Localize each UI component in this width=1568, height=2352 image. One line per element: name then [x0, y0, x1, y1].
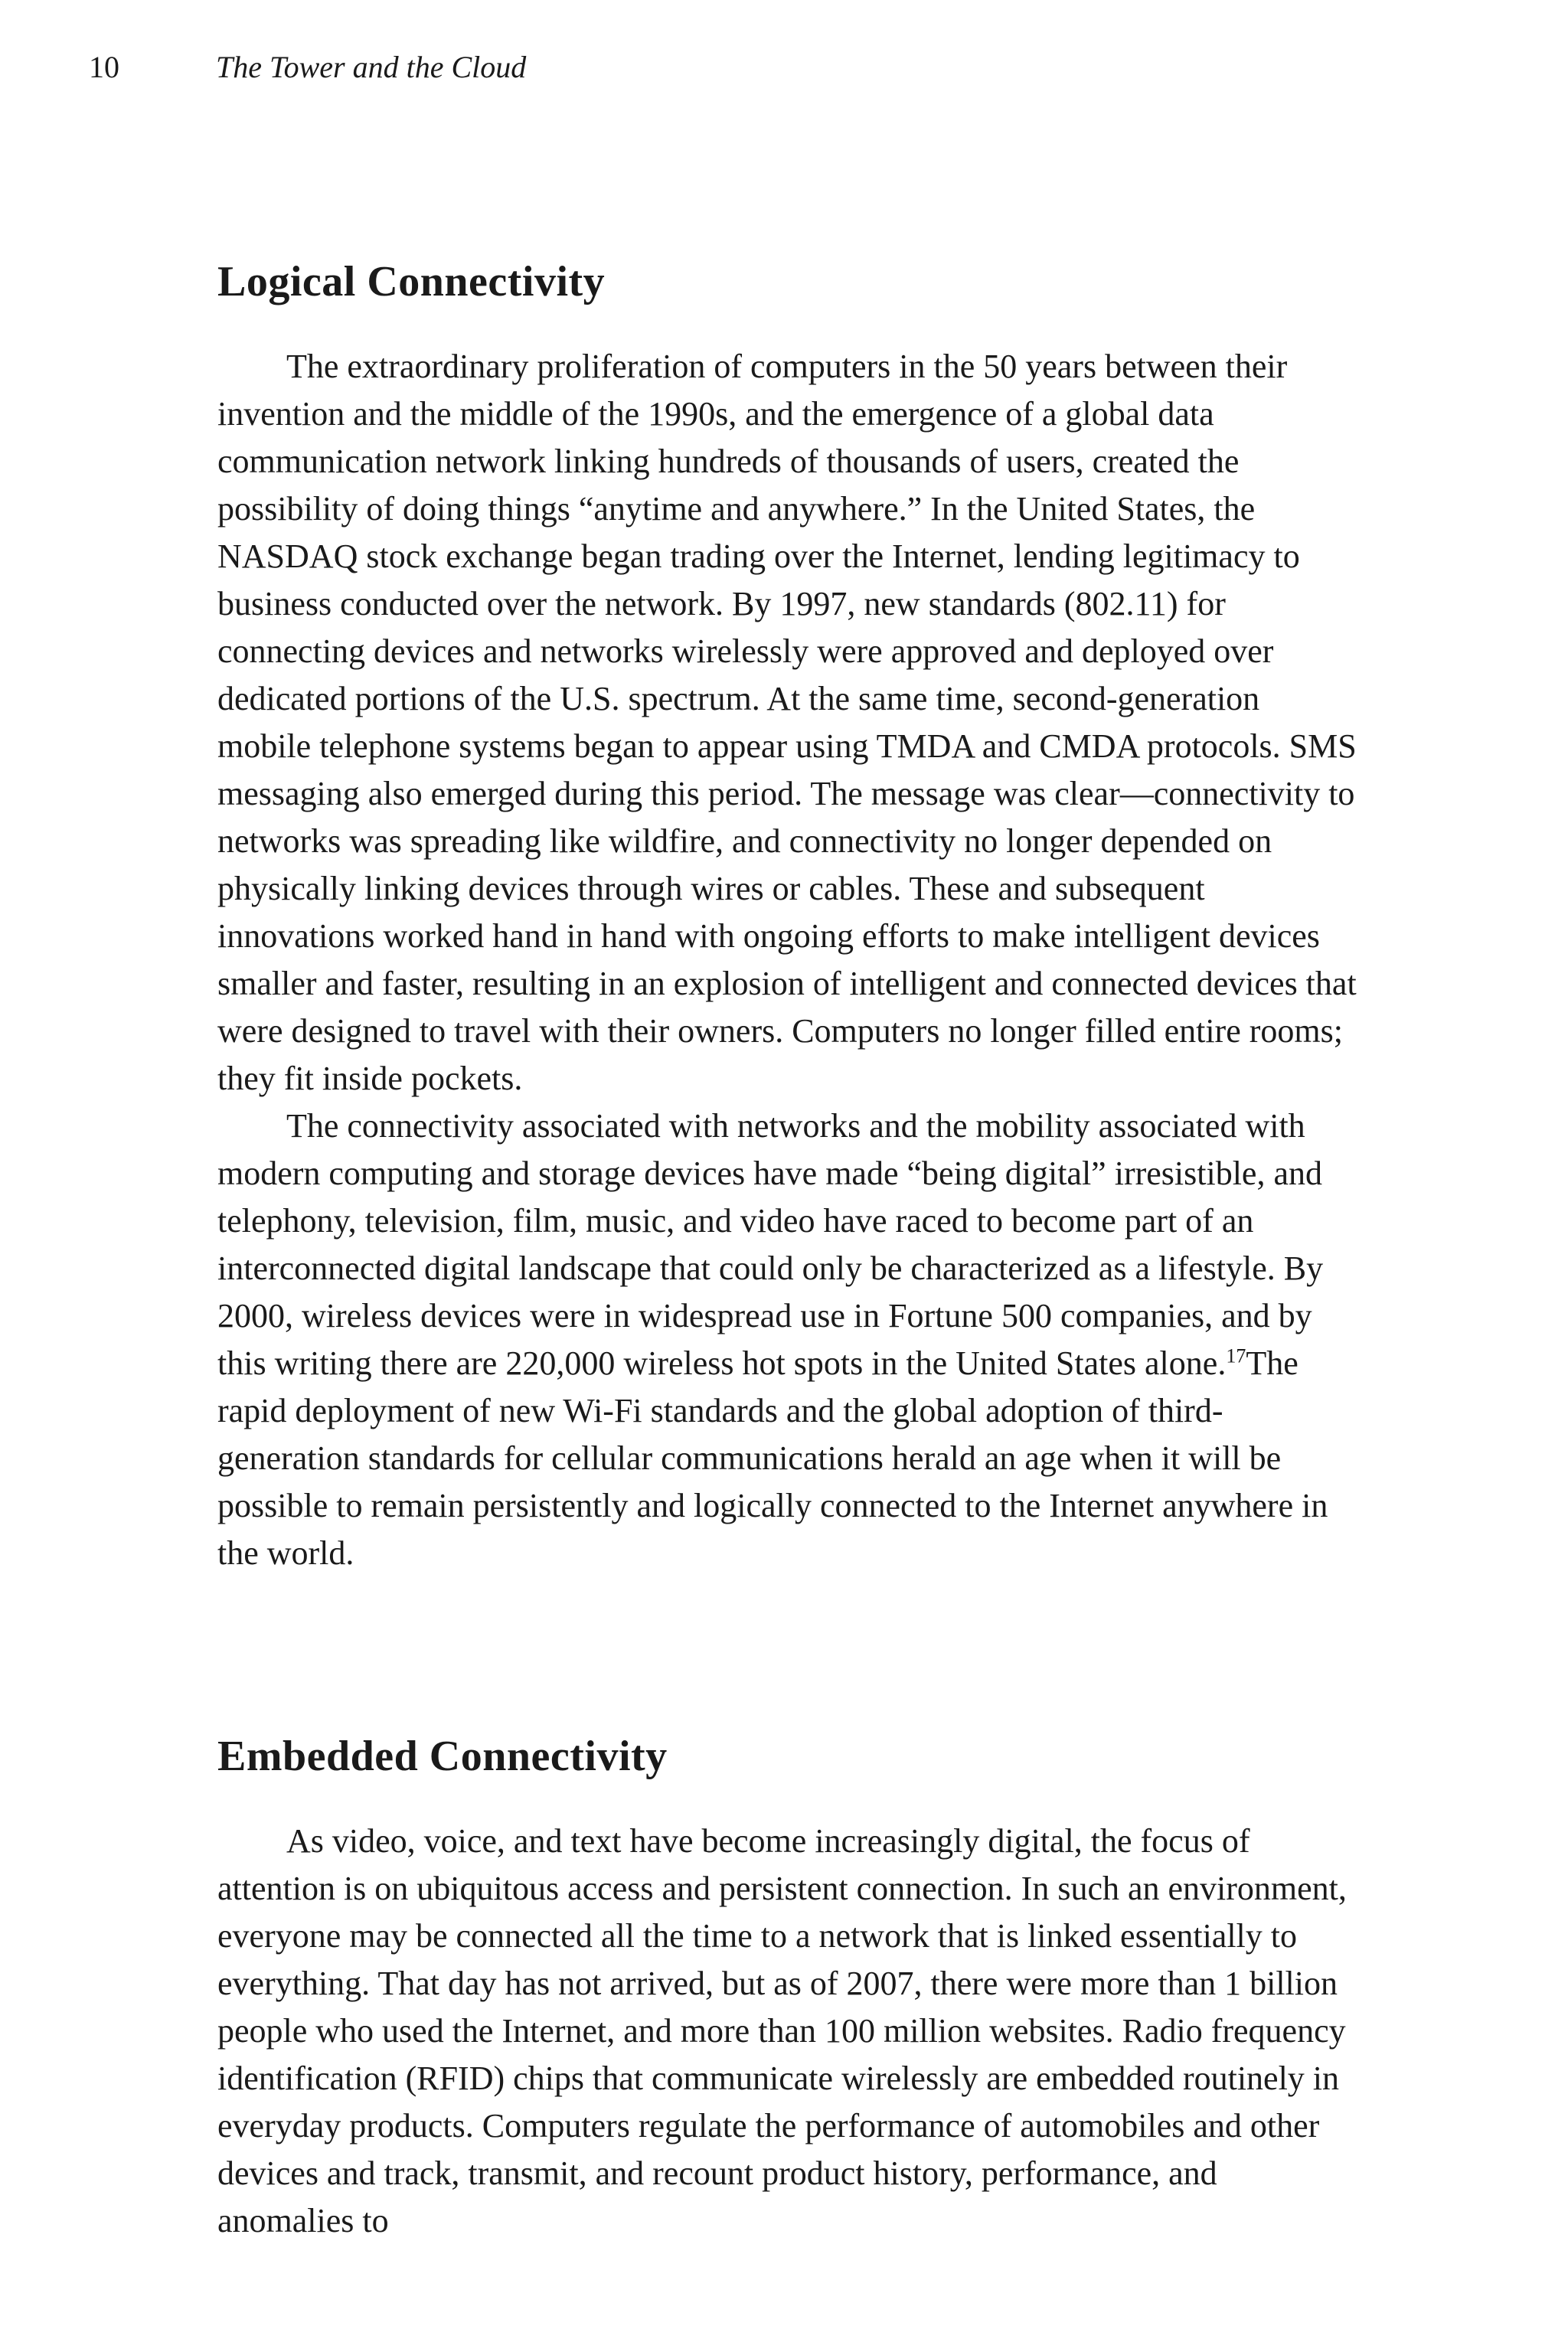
body-paragraph: The extraordinary proliferation of computers in the 50 years between their invention and the middle of the 1990s, and the emergence of a global data communication network linking hundreds of thousands of users, created the possibility of doing things “anytime and anywhere.” In the United States, the NASDAQ stock exchange began trading over the Internet, lending legitimacy to business conducted over the network. By 1997, new standards (802.11) for connecting devices and networks wirelessly were approved and deployed over dedicated portions of the U.S. spectrum. At the same time, second-generation mobile telephone systems began to appear using TMDA and CMDA protocols. SMS messaging also emerged during this period. The message was clear—connectivity to networks was spreading like wildfire, and connectivity no longer depended on physically linking devices through wires or cables. These and subsequent innovations worked hand in hand with ongoing efforts to make intelligent devices smaller and faster, resulting in an explosion of intelligent and connected devices that were designed to travel with their owners. Computers no longer filled entire rooms; they fit inside pockets.: [217, 348, 1357, 1097]
section-embedded-connectivity: [217, 1732, 1358, 2245]
book-title: The Tower and the Cloud: [216, 50, 527, 84]
page-number: 10: [89, 50, 119, 84]
body-paragraph: As video, voice, and text have become increasingly digital, the focus of attention is on ubiquitous access and persistent connection. In such an environment, everyone may be connected all the time to a network that is linked essentially to everything. That day has not arrived, but as of 2007, there were more than 1 billion people who used the Internet, and more than 100 million websites. Radio frequency identification (RFID) chips that communicate wirelessly are embedded routinely in everyday products. Computers regulate the performance of automobiles and other devices and track, transmit, and recount product history, performance, and anomalies to: [217, 1822, 1347, 2239]
section-heading: Embedded Connectivity: [217, 1733, 668, 1780]
body-paragraph: [217, 1102, 1358, 1577]
section-heading: Logical Connectivity: [217, 258, 606, 305]
paragraph-text: The connectivity associated with networks and the mobility associated with modern computing and storage devices have made “being digital” irresistible, and telephony, television, film, music, and video have raced to become part of an interconnected digital landscape that could only be characterized as a lifestyle. By 2000, wireless devices were in widespread use in Fortune 500 companies, and by this writing there are 220,000 wireless hot spots in the United States alone.: [217, 1107, 1324, 1382]
section-logical-connectivity: [217, 257, 1358, 1577]
paragraph-text: The rapid deployment of new Wi-Fi standards and the global adoption of third-generation standards for cellular communications herald an age when it will be possible to remain persistently and logically connected to the Internet anywhere in the world.: [217, 1344, 1328, 1572]
footnote-ref: 17: [1226, 1344, 1246, 1367]
running-head: [89, 49, 526, 86]
